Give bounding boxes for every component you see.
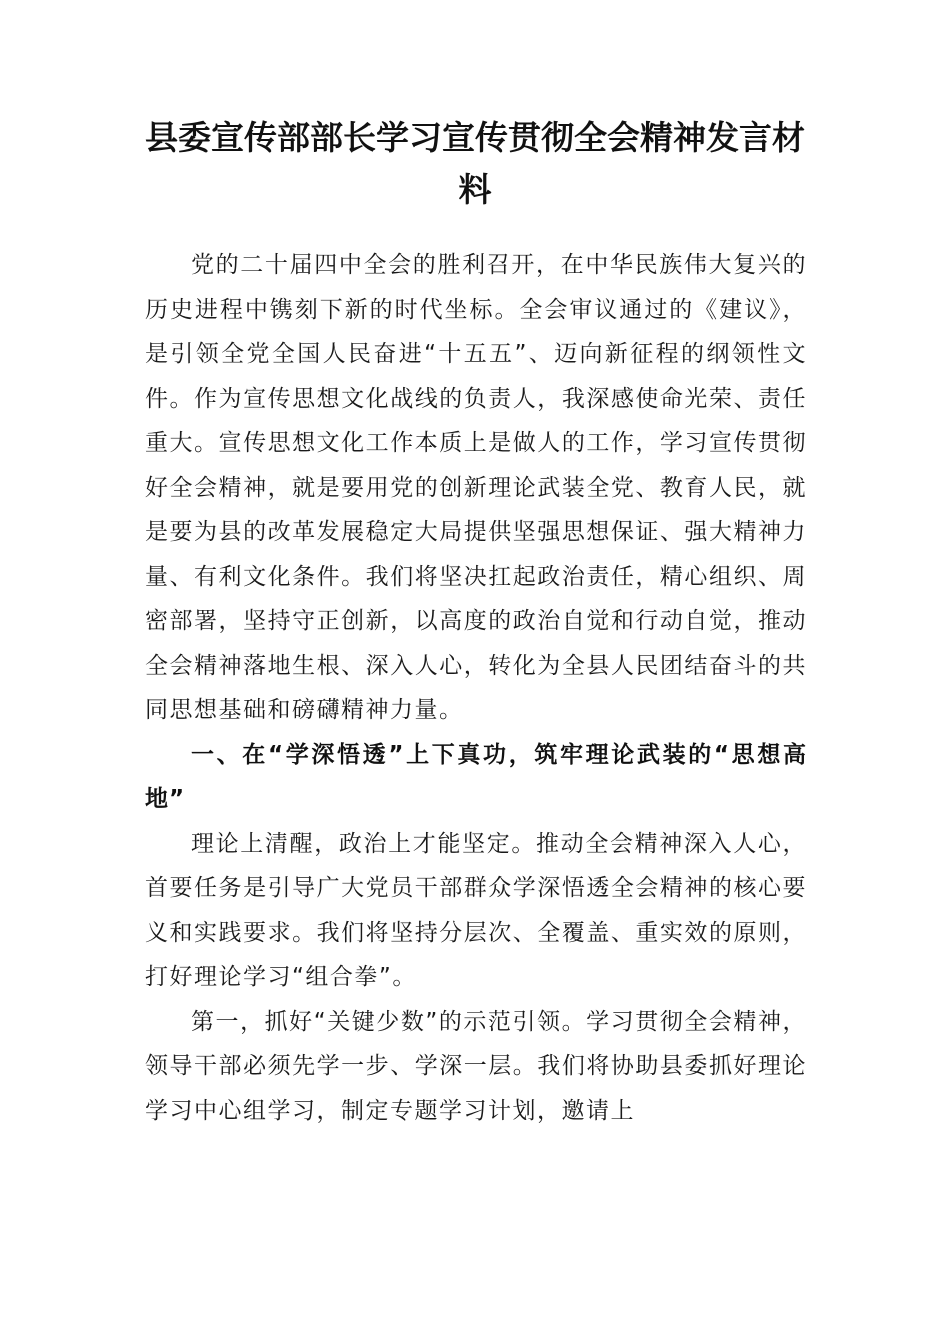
intro-paragraph: 党的二十届四中全会的胜利召开，在中华民族伟大复兴的历史进程中镌刻下新的时代坐标。全会审议通过的《建议》，是引领全党全国人民奋进“十五五”、迈向新征程的纲领性文件。作为宣传思想文化战线的负责人，我深感使命光荣、责任重大。宣传思想文化工作本质上是做人的工作，学习宣传贯彻好全会精神，就是要用党的创新理论武装全党、教育人民，就是要为县的改革发展稳定大局提供坚强思想保证、强大精神力量、有利文化条件。我们将坚决扛起政治责任，精心组织、周密部署，坚持守正创新，以高度的政治自觉和行动自觉，推动全会精神落地生根、深入人心，转化为全县人民团结奋斗的共同思想基础和磅礴精神力量。	[145, 252, 807, 723]
point-1-paragraph: 第一，抓好“关键少数”的示范引领。学习贯彻全会精神，领导干部必须先学一步、学深一层。我们将协助县委抓好理论学习中心组学习，制定专题学习计划，邀请上	[145, 1008, 807, 1124]
section-heading-1: 一、在“学深悟透”上下真功，筑牢理论武装的“思想高地”	[145, 741, 807, 812]
document-body	[145, 243, 807, 1133]
document-title: 县委宣传部部长学习宣传贯彻全会精神发言材料	[145, 118, 805, 209]
section-1-paragraph: 理论上清醒，政治上才能坚定。推动全会精神深入人心，首要任务是引导广大党员干部群众学深悟透全会精神的核心要义和实践要求。我们将坚持分层次、全覆盖、重实效的原则，打好理论学习“组合拳”。	[145, 830, 807, 990]
